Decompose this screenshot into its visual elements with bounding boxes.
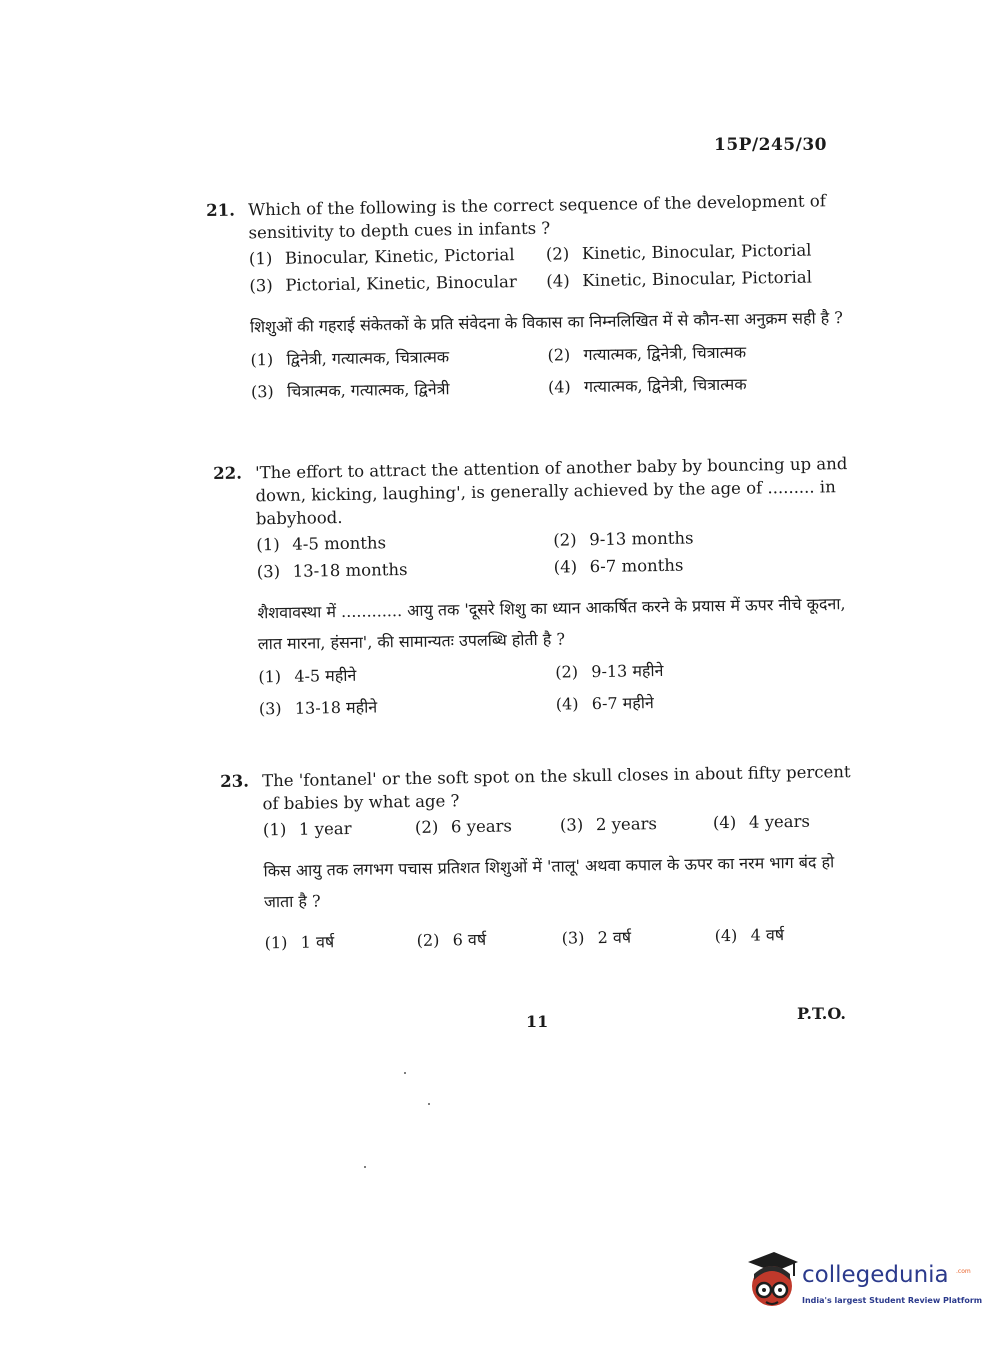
page-number: 11	[526, 1012, 549, 1031]
option: (4) 4 वर्ष	[714, 925, 785, 946]
option: (1) द्विनेत्री, गत्यात्मक, चित्रात्मक	[250, 347, 450, 370]
option: (2) गत्यात्मक, द्विनेत्री, चित्रात्मक	[547, 342, 747, 365]
option: (4) गत्यात्मक, द्विनेत्री, चित्रात्मक	[547, 374, 747, 397]
option: (1) 4-5 महीने	[258, 665, 357, 687]
option: (1) 4-5 months	[256, 533, 387, 555]
option: (2) 6 years	[414, 816, 513, 837]
option: (4) Kinetic, Binocular, Pictorial	[546, 267, 813, 291]
option: (1) 1 वर्ष	[264, 932, 335, 953]
scan-speck	[428, 1103, 430, 1105]
options-english	[249, 238, 848, 297]
option: (3) 2 वर्ष	[561, 927, 632, 948]
option: (2) Kinetic, Binocular, Pictorial	[545, 240, 812, 264]
question-text-hindi: किस आयु तक लगभग पचास प्रतिशत शिशुओं में 'तालू' अथवा कपाल के ऊपर का नरम भाग बंद हो जाता है ?	[263, 852, 835, 912]
options-hindi	[250, 339, 849, 403]
options-english	[256, 524, 855, 583]
question-number: 23.	[220, 771, 250, 791]
question-text-english: The 'fontanel' or the soft spot on the skull closes in about fifty percent of babies by what age ?	[262, 762, 851, 814]
question-number: 21.	[206, 200, 236, 220]
mascot-icon	[744, 1250, 800, 1316]
option: (2) 6 वर्ष	[416, 929, 487, 950]
scan-speck	[404, 1072, 406, 1074]
option: (2) 9-13 months	[553, 528, 694, 550]
question-21	[206, 189, 849, 404]
option: (1) Binocular, Kinetic, Pictorial	[248, 245, 515, 269]
question-text-hindi: शिशुओं की गहराई संकेतकों के प्रति संवेदना के विकास का निम्नलिखित में से कौन-सा अनुक्रम सही है ?	[249, 308, 844, 337]
option: (2) 9-13 महीने	[555, 660, 664, 682]
question-text-english: Which of the following is the correct sequence of the development of sensitivity to depth cues in infants ?	[248, 191, 826, 243]
question-22	[213, 452, 857, 721]
pto-label: P.T.O.	[797, 1004, 846, 1023]
options-hindi	[265, 922, 863, 954]
brand-tagline: India's largest Student Review Platform	[802, 1296, 983, 1305]
option: (3) 13-18 months	[256, 559, 408, 582]
option: (1) 1 year	[262, 818, 352, 840]
option: (3) 13-18 महीने	[258, 697, 378, 719]
collegedunia-logo	[744, 1250, 983, 1316]
question-text-english: 'The effort to attract the attention of another baby by bouncing up and down, kicking, laughing', is generally achieved by the age of ......... in babyhood.	[255, 454, 848, 529]
brand-name: collegedunia	[802, 1262, 949, 1288]
question-number: 22.	[213, 463, 243, 483]
options-hindi	[258, 656, 857, 720]
option: (3) Pictorial, Kinetic, Binocular	[249, 272, 517, 296]
question-text-hindi: शैशवावस्था में ............ आयु तक 'दूसरे शिशु का ध्यान आकर्षित करने के प्रयास में ऊपर नीचे कूदना, लात मारना, हंसना', की सामान्यतः उपलब्धि होती है ?	[257, 594, 846, 654]
question-23	[220, 760, 863, 955]
option: (3) 2 years	[559, 814, 658, 835]
brand-domain: .com	[956, 1268, 971, 1275]
option: (4) 6-7 months	[553, 555, 684, 577]
option: (3) चित्रात्मक, गत्यात्मक, द्विनेत्री	[250, 379, 450, 402]
scan-speck	[364, 1166, 366, 1168]
option: (4) 6-7 महीने	[555, 693, 654, 714]
option: (4) 4 years	[712, 811, 811, 833]
paper-code: 15P/245/30	[714, 135, 828, 155]
